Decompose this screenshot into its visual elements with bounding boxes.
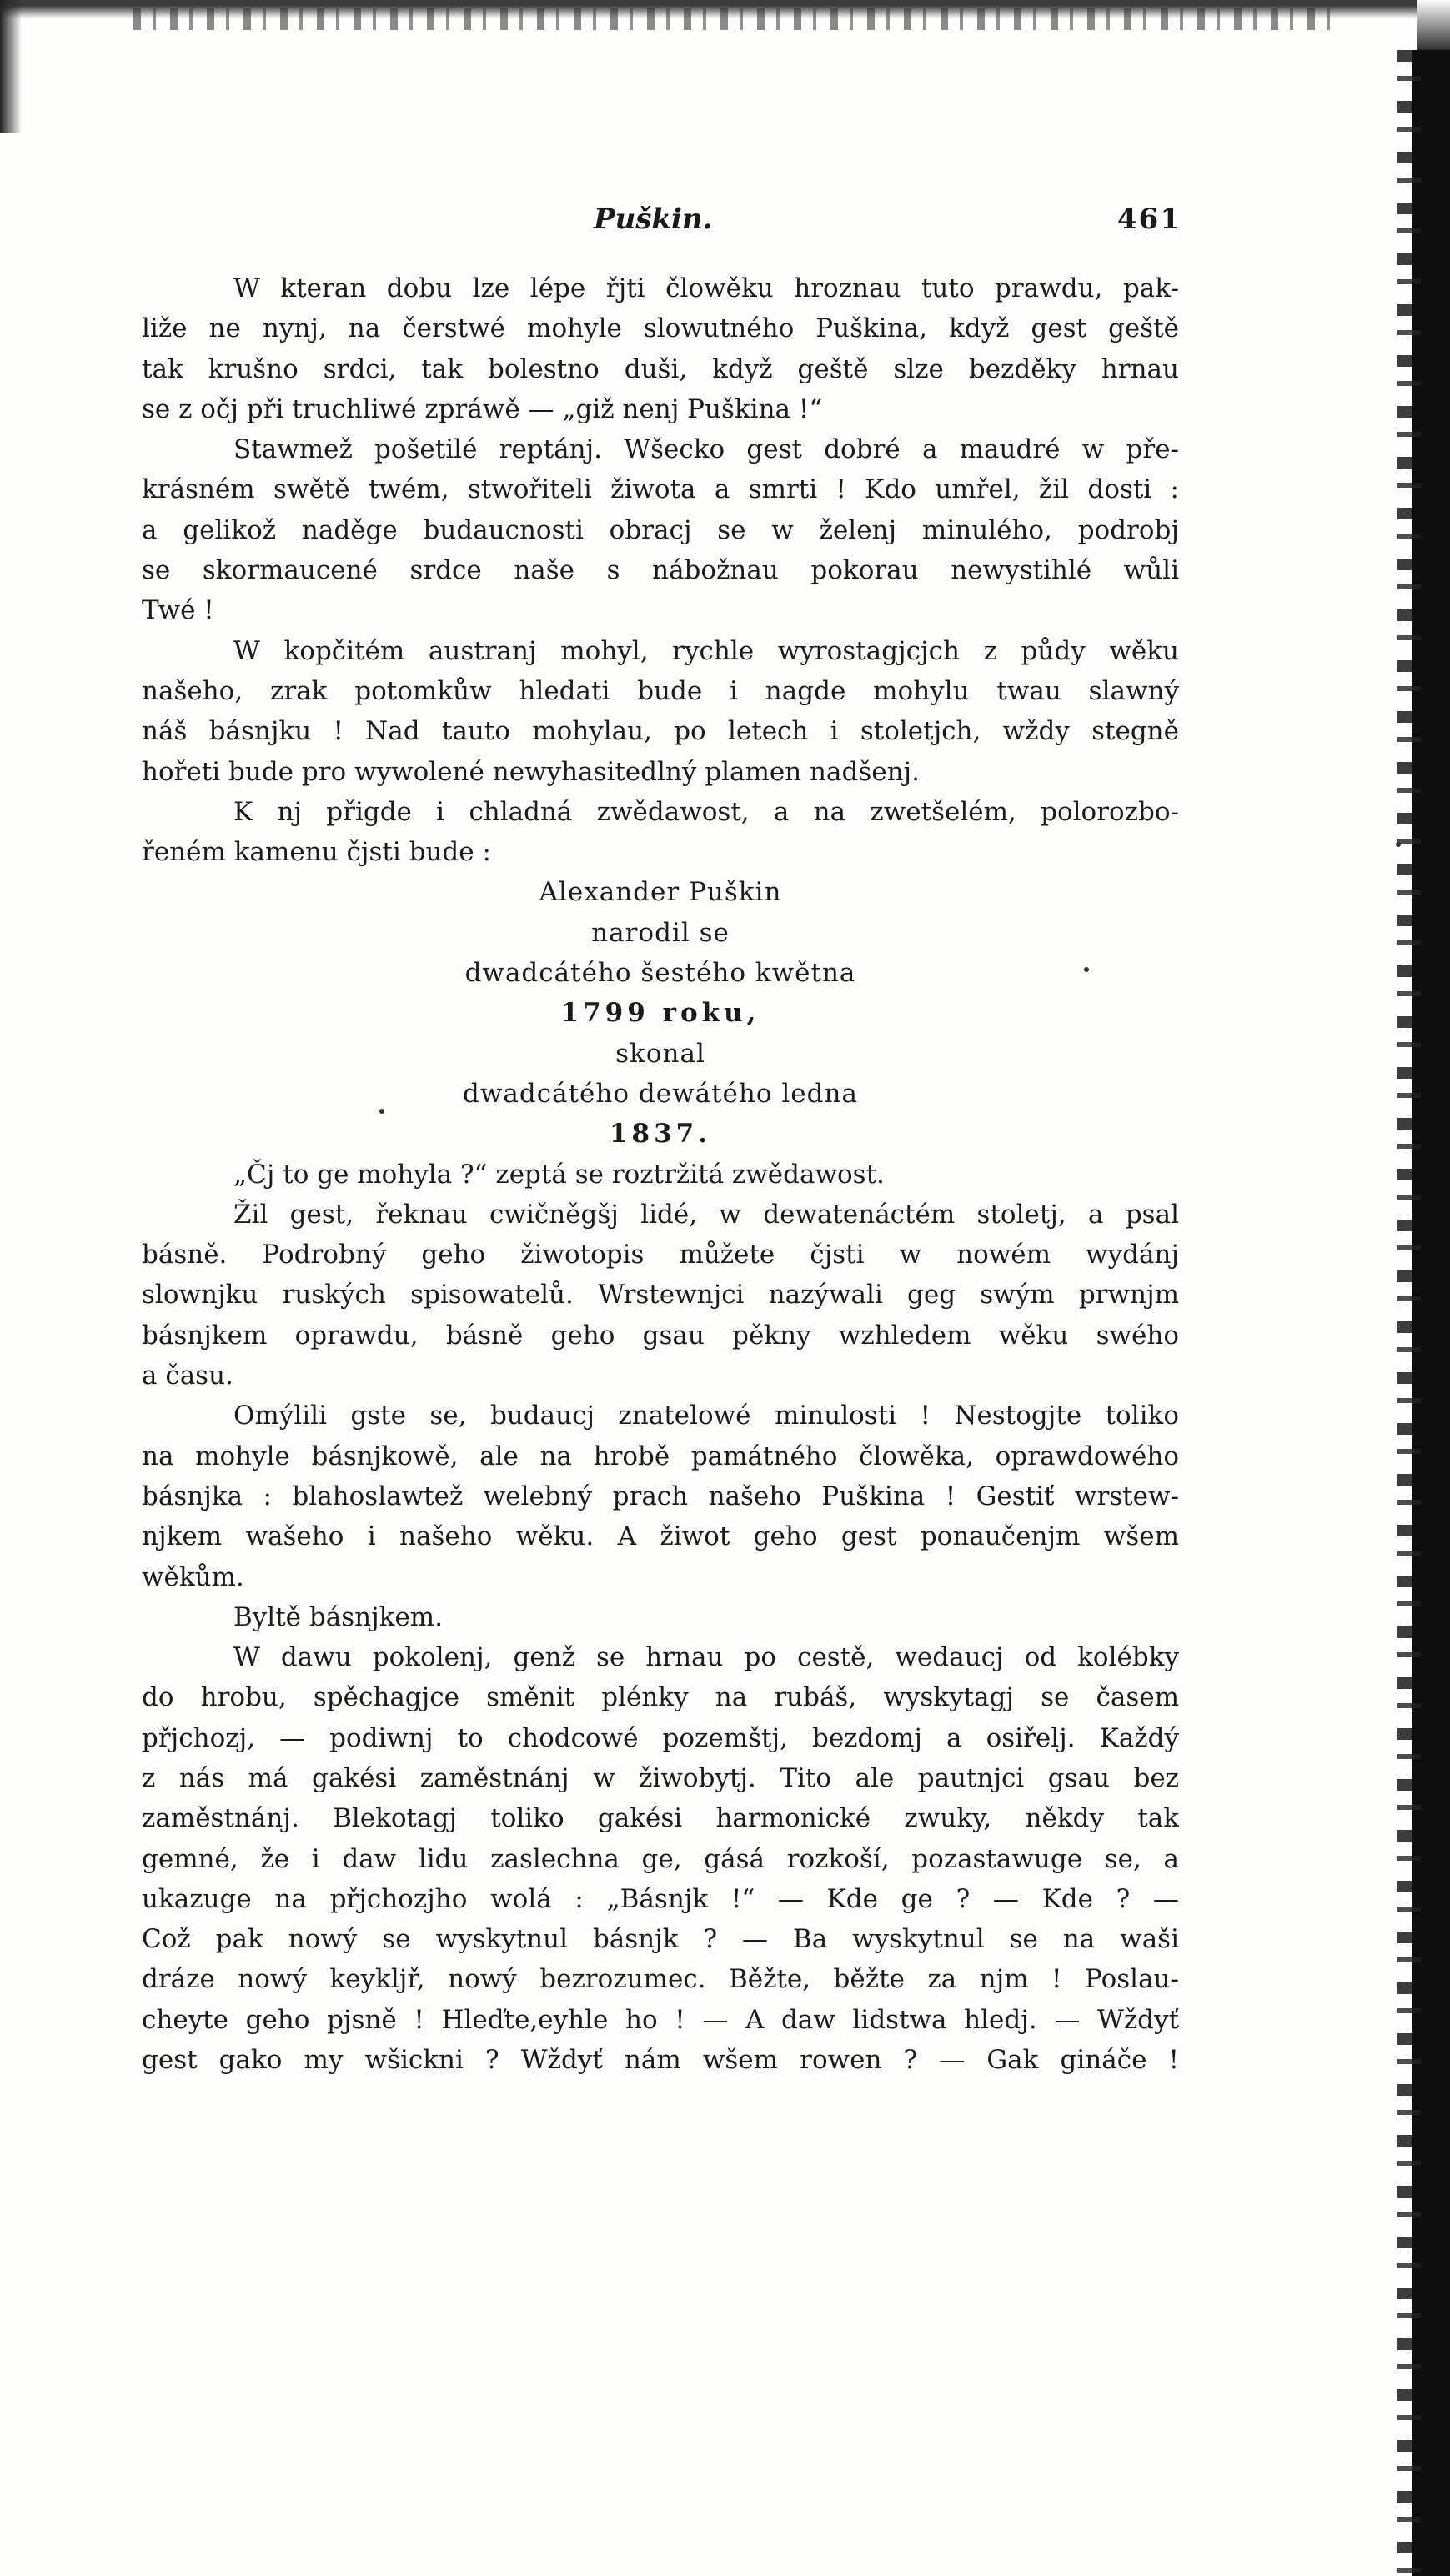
text-line: přjchozj, — podiwnj to chodcowé pozemštj, bezdomj a osiřelj. Každý <box>142 1722 1179 1753</box>
epitaph-line: 1837. <box>609 1119 712 1150</box>
epitaph-line: dwadcátého dewátého ledna <box>463 1078 858 1109</box>
epitaph-line: 1799 roku, <box>560 998 760 1029</box>
text-line: Twé ! <box>142 595 214 626</box>
text-line: a času. <box>142 1361 233 1391</box>
text-line: na mohyle básnjkowě, ale na hrobě památného člowěka, oprawdowého <box>142 1441 1179 1471</box>
text-line: W dawu pokolenj, genž se hrnau po cestě, wedaucj od kolébky <box>233 1642 1179 1673</box>
text-line: Což pak nowý se wyskytnul básnjk ? — Ba wyskytnul se na waši <box>142 1924 1179 1955</box>
text-line: dráze nowý keyklјř, nowý bezrozumec. Běžte, běžte za njm ! Poslau- <box>142 1964 1179 1995</box>
text-line: Byltě básnjkem. <box>233 1601 444 1632</box>
running-title: Puškin. <box>594 203 713 236</box>
text-line: zaměstnánj. Blekotagj toliko gakési harmonické zwuky, někdy tak <box>142 1803 1179 1834</box>
scan-edge-top-ragged <box>133 8 1342 30</box>
ink-speck <box>1396 842 1401 847</box>
text-line: básně. Podrobný geho žiwotopis můžete čjsti w nowém wydánj <box>142 1240 1179 1270</box>
text-line: slownjku ruských spisowatelů. Wrstewnjci nazýwali geg swým prwnjm <box>142 1280 1179 1311</box>
text-line: gemné, že i daw lidu zaslechna ge, gásá rozkoší, pozastawuge se, a <box>142 1843 1179 1874</box>
text-line: gest gako my wšickni ? Wždyť nám wšem rowen ? — Gak gináče ! <box>142 2045 1179 2076</box>
text-line: ukazuge na přjchozjho wolá : „Básnjk !“ — Kde ge ? — Kde ? — <box>142 1883 1179 1914</box>
text-line: liže ne nynj, na čerstwé mohyle slowutného Puškina, když gest geště <box>142 313 1179 344</box>
text-line: básnjka : blahoslawtež welebný prach našeho Puškina ! Gestiť wrstew- <box>142 1481 1179 1511</box>
body-text <box>142 268 1179 2080</box>
text-line: K nj přigde i chladná zwědawost, a na zwetšelém, polorozbo- <box>233 796 1179 827</box>
epitaph-line: dwadcátého šestého kwětna <box>464 958 856 989</box>
text-line: řeném kamenu čjsti bude : <box>142 837 491 868</box>
scan-edge-left <box>0 0 22 133</box>
scan-edge-right-fray <box>1397 50 1421 2576</box>
text-line: se z očj při truchliwé zpráwě — „giž nenj Puškina !“ <box>142 393 823 424</box>
page-number: 461 <box>1117 203 1182 236</box>
text-line: našeho, zrak potomkůw hledati bude i nagde mohylu twau slawný <box>142 675 1179 706</box>
text-line: z nás má gakési zaměstnánj w žiwobytj. Tito ale pautnjci gsau bez <box>142 1762 1179 1793</box>
text-line: „Čj to ge mohyla ?“ zeptá se roztržitá zwědawost. <box>233 1159 885 1190</box>
epitaph-line: skonal <box>615 1038 705 1069</box>
epitaph-line: Alexander Puškin <box>539 877 782 908</box>
text-line: náš básnjku ! Nad tauto mohylau, po letech i stoletjch, wždy stegně <box>142 716 1179 747</box>
text-line: cheyte geho pjsně ! Hleďte,eyhle ho ! — A daw lidstwa hledj. — Wždyť <box>142 2004 1179 2035</box>
text-line: básnjkem oprawdu, básně geho gsau pěkny wzhledem wěku swého <box>142 1320 1179 1351</box>
text-line: Stawmež pošetilé reptánj. Wšecko gest dobré a maudré w pře- <box>233 434 1179 465</box>
text-line: wěkům. <box>142 1561 244 1592</box>
text-line: njkem wašeho i našeho wěku. A žiwot geho gest ponaučenjm wšem <box>142 1521 1179 1552</box>
text-line: Omýlili gste se, budaucj znatelowé minulosti ! Nestogjte toliko <box>233 1401 1179 1431</box>
text-line: W kopčitém austranj mohyl, rychle wyrostagjcjch z půdy wěku <box>233 635 1179 666</box>
epitaph-line: narodil se <box>591 917 730 948</box>
text-line: hořeti bude pro wywolené newyhasitedlný plamen nadšenj. <box>142 756 921 787</box>
text-line: krásném swětě twém, stwořiteli žiwota a smrti ! Kdo umřel, žil dosti : <box>142 474 1179 505</box>
text-line: a gelikož naděge budaucnosti obracj se w želenj minulého, podrobj <box>142 514 1179 545</box>
text-line: W kteran dobu lze lépe řjti člowěku hroznau tuto prawdu, pak- <box>233 273 1179 303</box>
text-line: tak krušno srdci, tak bolestno duši, když geště slze bezděky hrnau <box>142 353 1179 384</box>
text-line: se skormaucené srdce naše s nábožnau pokorau newystihlé wůli <box>142 555 1179 586</box>
text-line: do hrobu, spěchagjce směnit plénky na rubáš, wyskytagj se časem <box>142 1682 1179 1713</box>
text-line: Žil gest, řeknau cwičněgšj lidé, w dewatenáctém stoletj, a psal <box>233 1199 1179 1230</box>
